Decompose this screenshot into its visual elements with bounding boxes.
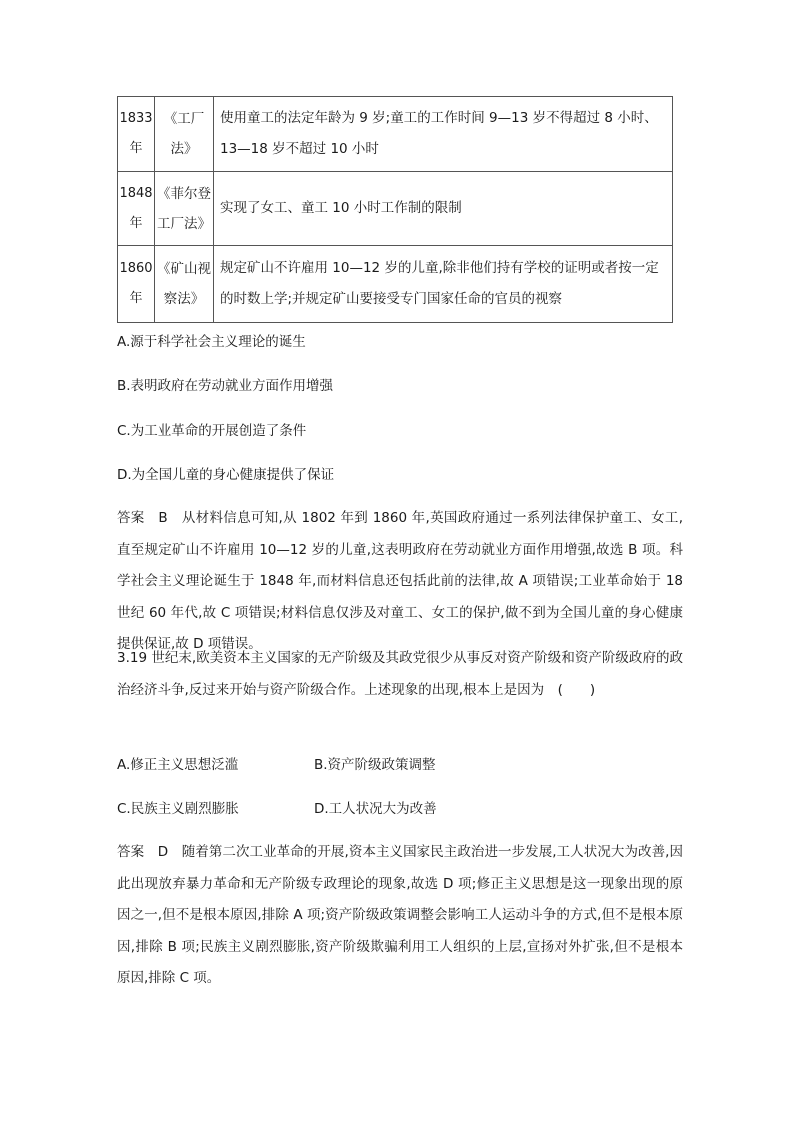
q3-stem: 3.19 世纪末,欧美资本主义国家的无产阶级及其政党很少从事反对资产阶级和资产阶级政府的政治经济斗争,反过来开始与资产阶级合作。上述现象的出现,根本上是因为 ( ) — [117, 650, 683, 698]
law-desc-cell: 规定矿山不许雇用 10—12 岁的儿童,除非他们持有学校的证明或者按一定的时数上学;并规定矿山要接受专门国家任命的官员的视察 — [214, 246, 673, 323]
q2-option-d: D.为全国儿童的身心健康提供了保证 — [117, 467, 335, 483]
law-name-cell: 《工厂法》 — [155, 97, 214, 172]
law-desc-cell: 使用童工的法定年龄为 9 岁;童工的工作时间 9—13 岁不得超过 8 小时、13—18 岁不超过 10 小时 — [214, 97, 673, 172]
q3-answer: 答案 D 随着第二次工业革命的开展,资本主义国家民主政治进一步发展,工人状况大为改善,因此出现放弃暴力革命和无产阶级专政理论的现象,故选 D 项;修正主义思想是这一现象出现的原因之一,但不是根本原因,排除 A 项;资产阶级政策调整会影响工人运动斗争的方式,但不是根本原因,排除 B 项;民族主义剧烈膨胀,资产阶级欺骗利用工人组织的上层,宣扬对外扩张,但不是根本原因,排除 C 项。 — [117, 844, 683, 987]
law-desc-cell: 实现了女工、童工 10 小时工作制的限制 — [214, 172, 673, 246]
table-row — [118, 97, 673, 172]
table-row — [118, 172, 673, 246]
q3-option-a: A.修正主义思想泛滥 — [117, 757, 239, 773]
q2-option-b: B.表明政府在劳动就业方面作用增强 — [117, 378, 334, 394]
q3-option-b: B.资产阶级政策调整 — [314, 757, 436, 773]
factory-law-table — [117, 96, 673, 323]
q2-option-a: A.源于科学社会主义理论的诞生 — [117, 334, 306, 350]
law-name-cell: 《菲尔登 工厂法》 — [155, 172, 214, 246]
q2-option-c: C.为工业革命的开展创造了条件 — [117, 423, 307, 439]
year-cell: 1848 年 — [118, 172, 155, 246]
law-name-cell: 《矿山视 察法》 — [155, 246, 214, 323]
year-cell: 1860 年 — [118, 246, 155, 323]
table-row — [118, 246, 673, 323]
q3-option-c: C.民族主义剧烈膨胀 — [117, 801, 239, 817]
q2-answer: 答案 B 从材料信息可知,从 1802 年到 1860 年,英国政府通过一系列法律保护童工、女工,直至规定矿山不许雇用 10—12 岁的儿童,这表明政府在劳动就业方面作用增强,故选 B 项。科学社会主义理论诞生于 1848 年,而材料信息还包括此前的法律,故 A 项错误;工业革命始于 18 世纪 60 年代,故 C 项错误;材料信息仅涉及对童工、女工的保护,做不到为全国儿童的身心健康提供保证,故 D 项错误。 — [117, 510, 683, 653]
q3-option-d: D.工人状况大为改善 — [314, 801, 437, 817]
year-cell: 1833 年 — [118, 97, 155, 172]
